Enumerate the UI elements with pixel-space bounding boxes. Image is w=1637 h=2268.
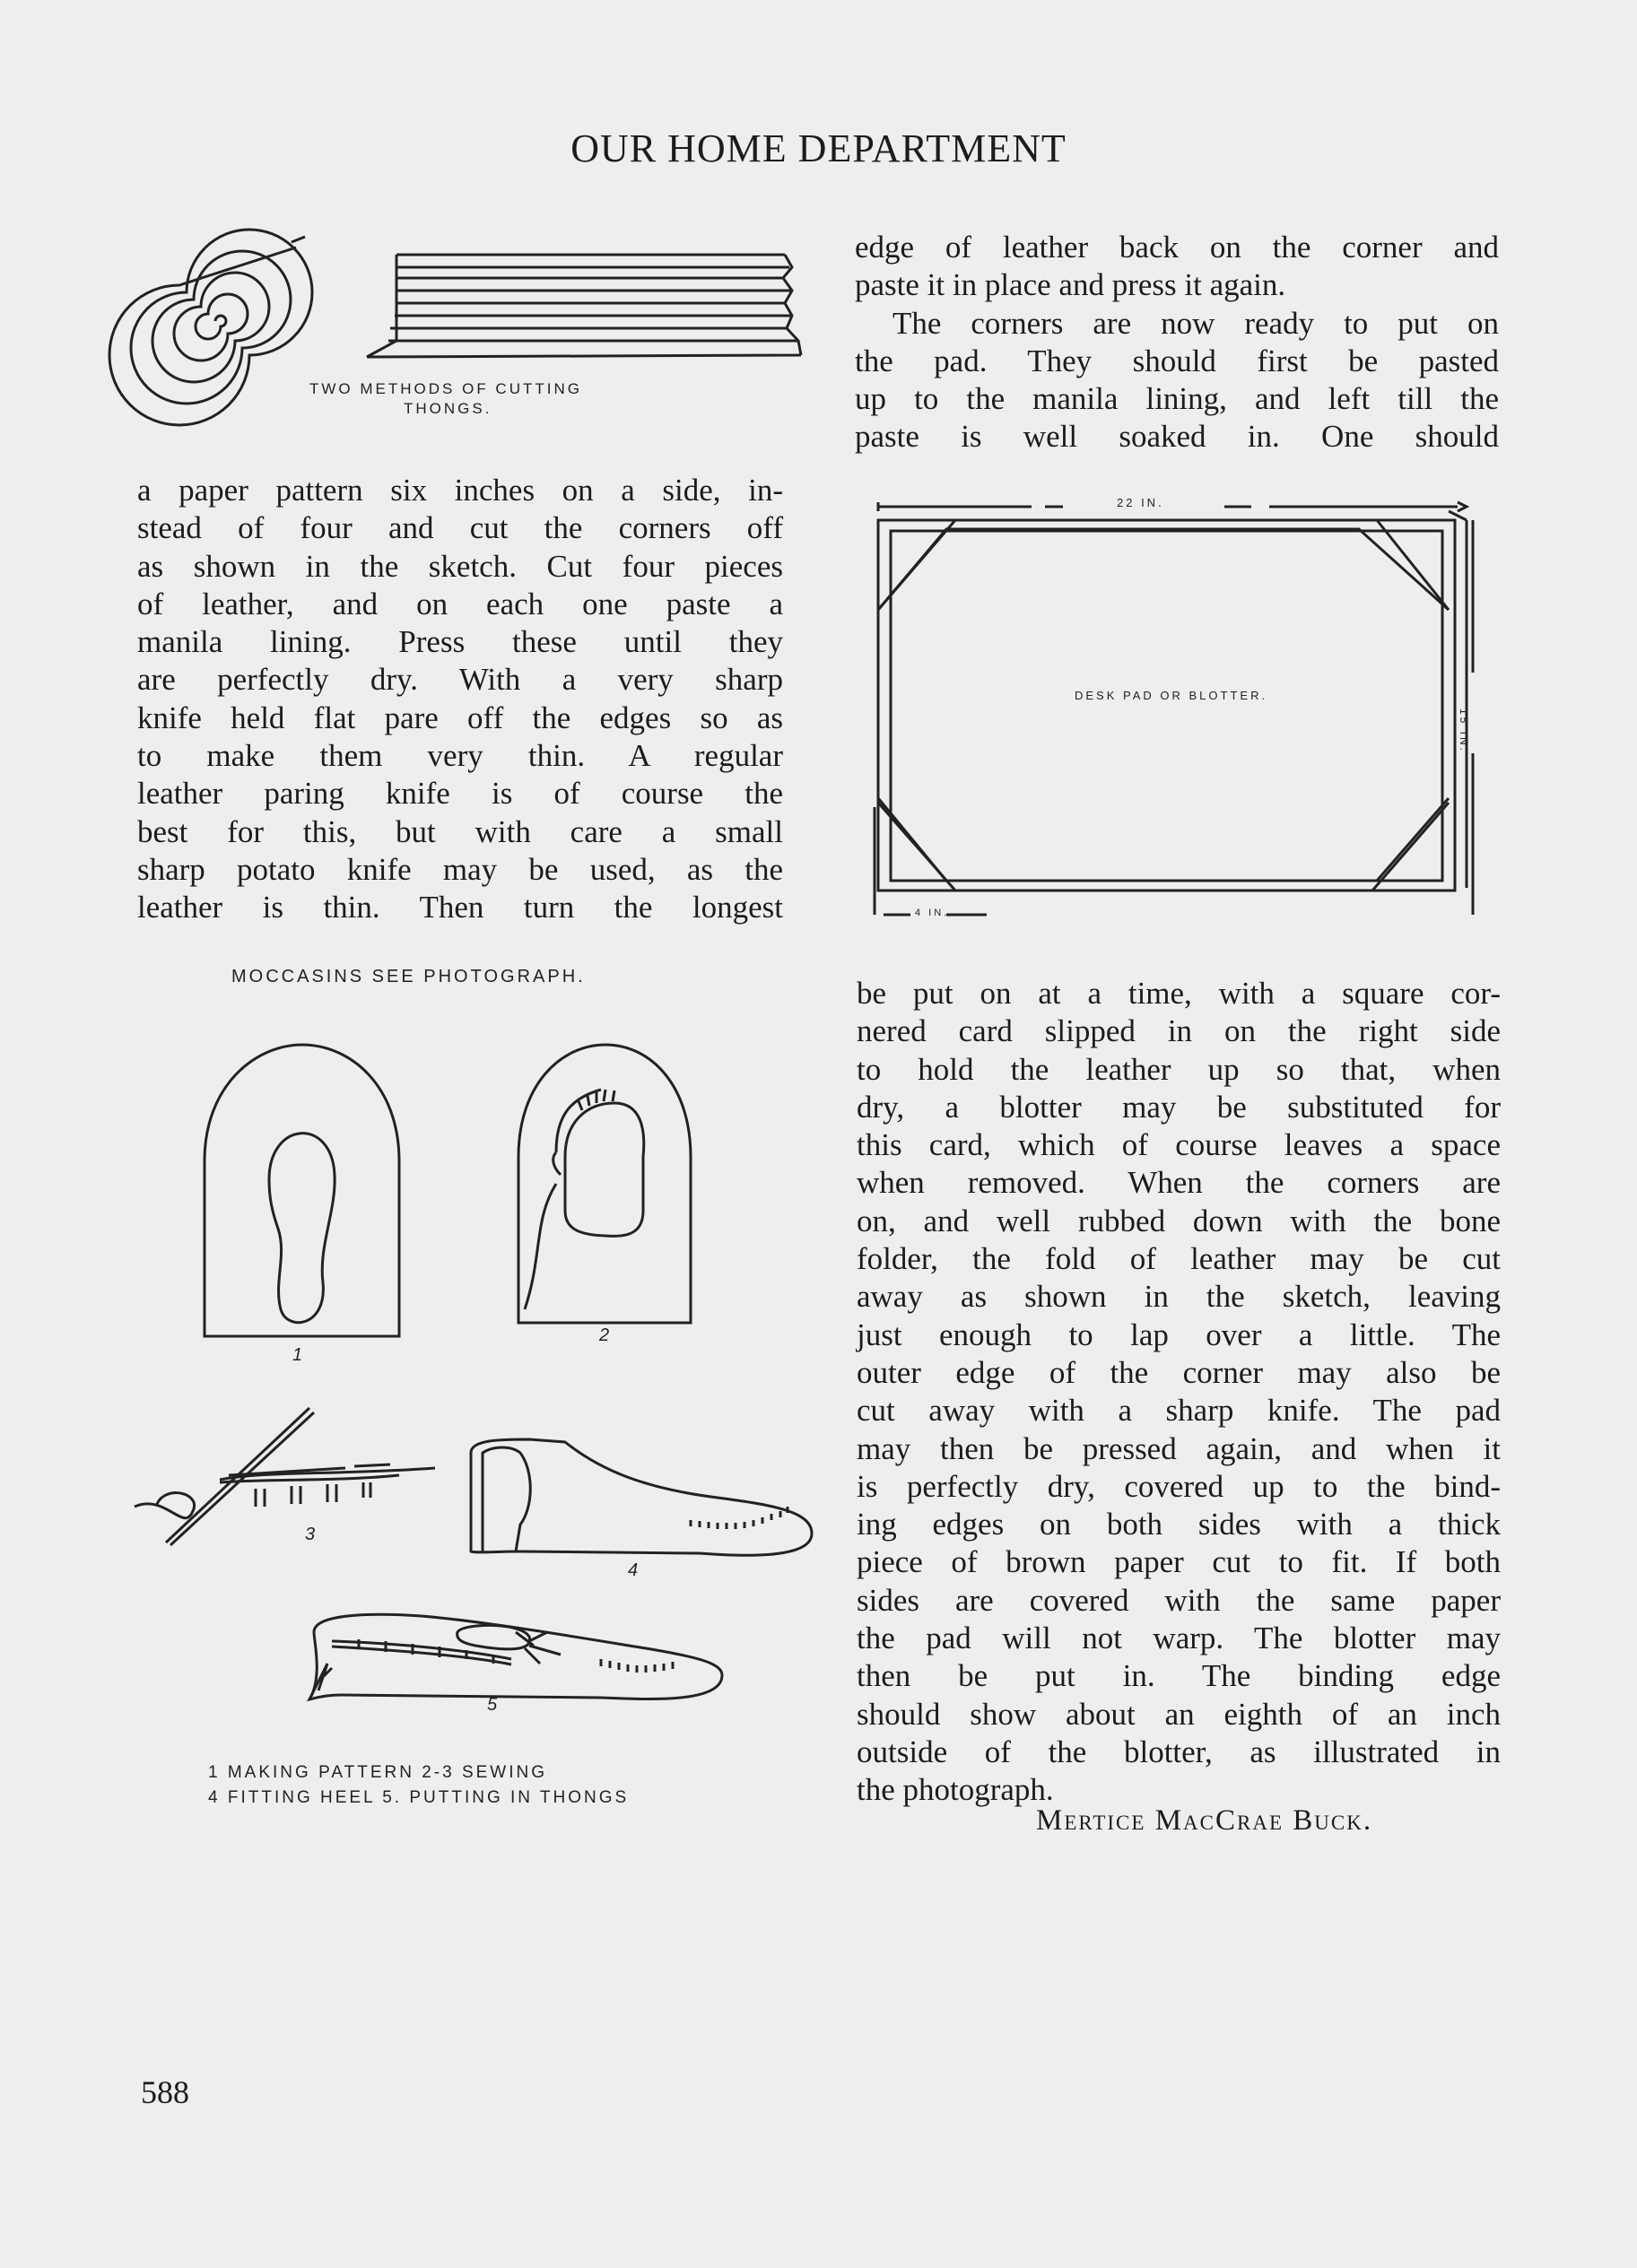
text-line: ing edges on both sides with a thick — [857, 1507, 1501, 1542]
text-line: The corners are now ready to put on — [893, 305, 1499, 341]
moccasin-sewing-3 — [130, 1403, 453, 1547]
page-number: 588 — [141, 2074, 189, 2110]
desk-pad-corner-label: 4 IN. — [915, 908, 950, 918]
text-line: is perfectly dry, covered up to the bind- — [857, 1468, 1501, 1504]
moccasin-pattern-1 — [202, 1040, 404, 1341]
moccasin-pattern-2 — [516, 1040, 695, 1327]
text-line: manila lining. Press these until they — [137, 624, 783, 660]
text-line: should show about an eighth of an inch — [857, 1696, 1501, 1732]
right-column-bottom-text — [857, 975, 1501, 1810]
moccasin-number-1: 1 — [292, 1345, 306, 1365]
thong-strips-figure — [363, 251, 803, 368]
right-column-top-text — [855, 229, 1499, 456]
left-column-text — [137, 472, 783, 927]
desk-pad-width-label: 22 IN. — [1117, 496, 1164, 509]
text-line: outside of the blotter, as illustrated in — [857, 1734, 1501, 1769]
text-line: dry, a blotter may be substituted for — [857, 1089, 1501, 1125]
moccasins-caption-line-2: 4 FITTING HEEL 5. PUTTING IN THONGS — [208, 1788, 630, 1807]
text-line: leather paring knife is of course the — [137, 776, 783, 812]
thongs-caption-line-1: TWO METHODS OF CUTTING — [309, 380, 582, 397]
text-line: when removed. When the corners are — [857, 1165, 1501, 1201]
text-line: stead of four and cut the corners off — [137, 510, 783, 546]
author-signature: Mertice MacCrae Buck. — [1036, 1804, 1373, 1837]
text-line: the pad. They should first be pasted — [855, 343, 1499, 378]
text-line: be put on at a time, with a square cor- — [857, 976, 1501, 1011]
text-line: outer edge of the corner may also be — [857, 1354, 1501, 1390]
text-line: cut away with a sharp knife. The pad — [857, 1393, 1501, 1429]
moccasin-fitting-4 — [466, 1435, 816, 1560]
thong-spiral-figure — [126, 231, 305, 411]
text-line: piece of brown paper cut to fit. If both — [857, 1544, 1501, 1580]
moccasin-number-5: 5 — [487, 1695, 501, 1715]
text-line: just enough to lap over a little. The — [857, 1316, 1501, 1352]
text-line: the pad will not warp. The blotter may — [857, 1621, 1501, 1656]
text-line: are perfectly dry. With a very sharp — [137, 662, 783, 698]
text-line: on, and well rubbed down with the bone — [857, 1203, 1501, 1238]
moccasin-thongs-5 — [305, 1605, 727, 1704]
text-line: to hold the leather up so that, when — [857, 1051, 1501, 1087]
text-line: sides are covered with the same paper — [857, 1582, 1501, 1618]
text-line: to make them very thin. A regular — [137, 738, 783, 774]
thongs-caption-line-2: THONGS. — [404, 400, 492, 417]
text-line: may then be pressed again, and when it — [857, 1430, 1501, 1466]
text-line: edge of leather back on the corner and — [855, 230, 1499, 265]
text-line: leather is thin. Then turn the longest — [137, 890, 783, 925]
page-header: OUR HOME DEPARTMENT — [570, 126, 1067, 170]
text-line: as shown in the sketch. Cut four pieces — [137, 548, 783, 584]
text-line: this card, which of course leaves a space — [857, 1127, 1501, 1163]
text-line: knife held flat pare off the edges so as — [137, 700, 783, 735]
text-line: up to the manila lining, and left till the — [855, 381, 1499, 417]
text-line: best for this, but with care a small — [137, 813, 783, 849]
text-line: paste is well soaked in. One should — [855, 419, 1499, 455]
text-line: sharp potato knife may be used, as the — [137, 851, 783, 887]
desk-pad-label: DESK PAD OR BLOTTER. — [1075, 689, 1268, 702]
moccasin-number-3: 3 — [305, 1525, 318, 1544]
moccasin-number-4: 4 — [628, 1560, 641, 1580]
text-line: folder, the fold of leather may be cut — [857, 1241, 1501, 1277]
desk-pad-height-label: 15 IN. — [1458, 708, 1470, 754]
text-line: then be put in. The binding edge — [857, 1658, 1501, 1694]
text-line: nered card slipped in on the right side — [857, 1013, 1501, 1049]
moccasin-number-2: 2 — [599, 1325, 613, 1345]
moccasins-title: MOCCASINS SEE PHOTOGRAPH. — [231, 967, 586, 986]
desk-pad-figure — [875, 493, 1485, 924]
text-line: away as shown in the sketch, leaving — [857, 1279, 1501, 1315]
text-line: a paper pattern six inches on a side, in- — [137, 473, 783, 508]
text-line: of leather, and on each one paste a — [137, 586, 783, 621]
text-line: paste it in place and press it again. — [855, 267, 1286, 303]
moccasins-caption-line-1: 1 MAKING PATTERN 2-3 SEWING — [208, 1763, 548, 1782]
text-line: the photograph. — [857, 1772, 1054, 1808]
